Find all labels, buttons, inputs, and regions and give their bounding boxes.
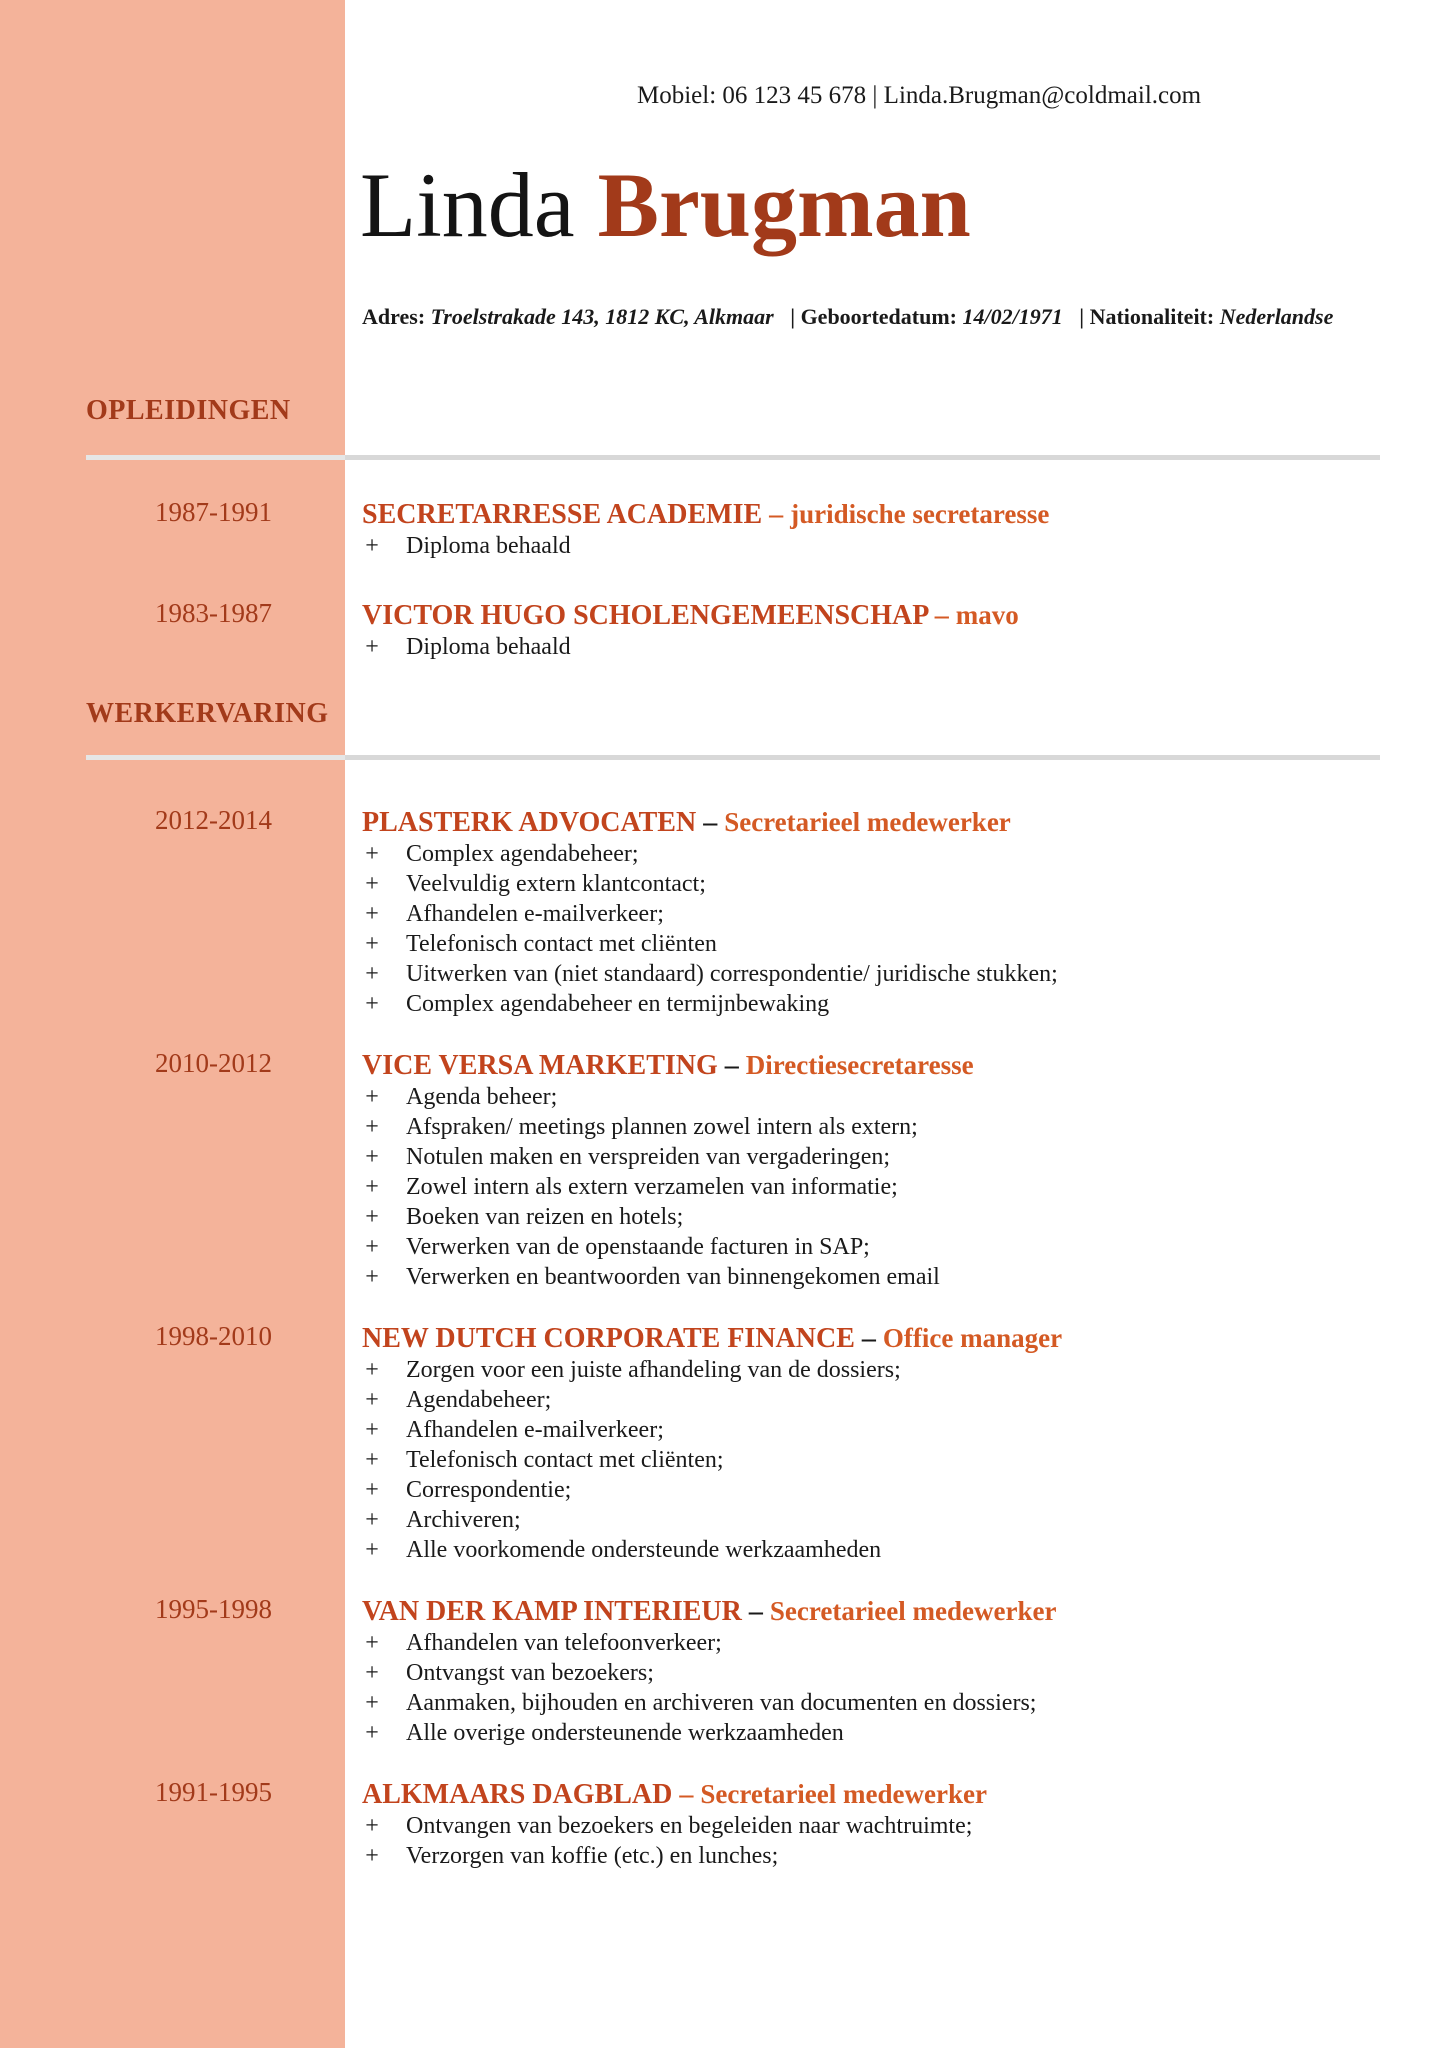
list-item: + Complex agendabeheer en termijnbewaking: [362, 989, 1402, 1019]
plus-icon: +: [365, 1264, 379, 1290]
first-name: Linda: [360, 154, 575, 256]
entry-role: Directiesecretaresse: [745, 1050, 974, 1080]
plus-icon: +: [365, 871, 379, 897]
list-item: + Verwerken en beantwoorden van binnengekomen email: [362, 1262, 1402, 1292]
list-item: + Telefonisch contact met cliënten;: [362, 1445, 1402, 1475]
entry-organisation: VICE VERSA MARKETING: [362, 1050, 718, 1081]
entry-organisation: VAN DER KAMP INTERIEUR: [362, 1596, 742, 1627]
list-item: + Diploma behaald: [362, 531, 1402, 561]
list-item: + Uitwerken van (niet standaard) correspondentie/ juridische stukken;: [362, 959, 1402, 989]
entry-years: 1998-2010: [155, 1321, 272, 1351]
entry-role: Office manager: [882, 1323, 1063, 1353]
list-item: + Complex agendabeheer;: [362, 839, 1402, 869]
list-item: + Agenda beheer;: [362, 1082, 1402, 1112]
education-section-title: OPLEIDINGEN: [86, 395, 291, 426]
nationality-label: | Nationaliteit:: [1079, 304, 1215, 329]
entry-separator: –: [934, 600, 949, 631]
entry-heading: [362, 1777, 987, 1812]
plus-icon: +: [365, 1144, 379, 1170]
entry-role: Secretarieel medewerker: [724, 807, 1011, 837]
plus-icon: +: [365, 1690, 379, 1716]
plus-icon: +: [365, 1720, 379, 1746]
entry-separator: –: [703, 807, 718, 838]
contact-line: Mobiel: 06 123 45 678 | Linda.Brugman@coldmail.com: [637, 82, 1202, 109]
plus-icon: +: [365, 1357, 379, 1383]
list-item: + Diploma behaald: [362, 632, 1402, 662]
entry-heading: [362, 598, 1019, 633]
entry-bullets: [362, 839, 1402, 1019]
address-value: Troelstrakade 143, 1812 KC, Alkmaar: [430, 304, 774, 329]
plus-icon: +: [365, 1114, 379, 1140]
entry-heading: [362, 1321, 1062, 1356]
entry-years: 1991-1995: [155, 1777, 272, 1807]
entry-bullets: [362, 1811, 1402, 1871]
entry-separator: –: [769, 499, 784, 530]
entry-years: 1983-1987: [155, 598, 272, 628]
address-label: Adres:: [362, 304, 426, 329]
experience-section-title: WERKERVARING: [86, 698, 329, 729]
entry-role: Secretarieel medewerker: [700, 1779, 987, 1809]
candidate-name: [360, 150, 971, 260]
plus-icon: +: [365, 1660, 379, 1686]
entry-organisation: SECRETARRESSE ACADEMIE: [362, 499, 763, 530]
entry-years: 1987-1991: [155, 497, 272, 527]
entry-organisation: PLASTERK ADVOCATEN: [362, 807, 697, 838]
plus-icon: +: [365, 533, 379, 559]
plus-icon: +: [365, 1417, 379, 1443]
list-item: + Afspraken/ meetings plannen zowel intern als extern;: [362, 1112, 1402, 1142]
plus-icon: +: [365, 1537, 379, 1563]
list-item: + Zowel intern als extern verzamelen van informatie;: [362, 1172, 1402, 1202]
list-item: + Telefonisch contact met cliënten: [362, 929, 1402, 959]
birthdate-label: | Geboortedatum:: [790, 304, 957, 329]
entry-role: juridische secretaresse: [790, 499, 1050, 529]
plus-icon: +: [365, 1387, 379, 1413]
list-item: + Zorgen voor een juiste afhandeling van de dossiers;: [362, 1355, 1402, 1385]
personal-details: [362, 300, 1382, 334]
birthdate-value: 14/02/1971: [962, 304, 1063, 329]
entry-organisation: VICTOR HUGO SCHOLENGEMEENSCHAP: [362, 600, 928, 631]
list-item: + Correspondentie;: [362, 1475, 1402, 1505]
list-item: + Alle overige ondersteunende werkzaamheden: [362, 1718, 1402, 1748]
entry-years: 2012-2014: [155, 805, 272, 835]
entry-separator: –: [679, 1779, 694, 1810]
entry-bullets: [362, 531, 1402, 561]
plus-icon: +: [365, 931, 379, 957]
entry-bullets: [362, 632, 1402, 662]
plus-icon: +: [365, 1813, 379, 1839]
list-item: + Alle voorkomende ondersteunde werkzaamheden: [362, 1535, 1402, 1565]
entry-years: 1995-1998: [155, 1594, 272, 1624]
list-item: + Veelvuldig extern klantcontact;: [362, 869, 1402, 899]
plus-icon: +: [365, 991, 379, 1017]
entry-role: Secretarieel medewerker: [769, 1596, 1057, 1626]
entry-years: 2010-2012: [155, 1048, 272, 1078]
experience-divider: [86, 755, 1380, 760]
entry-heading: [362, 1048, 974, 1083]
entry-heading: [362, 497, 1049, 532]
list-item: + Afhandelen van telefoonverkeer;: [362, 1628, 1402, 1658]
entry-separator: –: [861, 1323, 876, 1354]
list-item: + Verzorgen van koffie (etc.) en lunches;: [362, 1841, 1402, 1871]
plus-icon: +: [365, 901, 379, 927]
entry-bullets: [362, 1355, 1402, 1565]
entry-heading: [362, 805, 1011, 840]
plus-icon: +: [365, 1204, 379, 1230]
list-item: + Afhandelen e-mailverkeer;: [362, 1415, 1402, 1445]
plus-icon: +: [365, 1234, 379, 1260]
sidebar-band: [0, 0, 345, 2048]
list-item: + Ontvangst van bezoekers;: [362, 1658, 1402, 1688]
plus-icon: +: [365, 1174, 379, 1200]
education-divider: [86, 455, 1380, 460]
plus-icon: +: [365, 961, 379, 987]
list-item: + Ontvangen van bezoekers en begeleiden naar wachtruimte;: [362, 1811, 1402, 1841]
list-item: + Aanmaken, bijhouden en archiveren van documenten en dossiers;: [362, 1688, 1402, 1718]
entry-bullets: [362, 1082, 1402, 1292]
plus-icon: +: [365, 1084, 379, 1110]
nationality-value: Nederlandse: [1219, 304, 1334, 329]
entry-heading: [362, 1594, 1056, 1629]
list-item: + Boeken van reizen en hotels;: [362, 1202, 1402, 1232]
list-item: + Verwerken van de openstaande facturen in SAP;: [362, 1232, 1402, 1262]
entry-role: mavo: [955, 600, 1019, 630]
plus-icon: +: [365, 1477, 379, 1503]
list-item: + Archiveren;: [362, 1505, 1402, 1535]
plus-icon: +: [365, 634, 379, 660]
list-item: + Notulen maken en verspreiden van vergaderingen;: [362, 1142, 1402, 1172]
entry-separator: –: [724, 1050, 739, 1081]
plus-icon: +: [365, 841, 379, 867]
entry-bullets: [362, 1628, 1402, 1748]
entry-organisation: NEW DUTCH CORPORATE FINANCE: [362, 1323, 855, 1354]
plus-icon: +: [365, 1447, 379, 1473]
plus-icon: +: [365, 1843, 379, 1869]
last-name: Brugman: [597, 154, 971, 256]
entry-separator: –: [748, 1596, 763, 1627]
entry-organisation: ALKMAARS DAGBLAD: [362, 1779, 673, 1810]
plus-icon: +: [365, 1630, 379, 1656]
list-item: + Afhandelen e-mailverkeer;: [362, 899, 1402, 929]
list-item: + Agendabeheer;: [362, 1385, 1402, 1415]
plus-icon: +: [365, 1507, 379, 1533]
